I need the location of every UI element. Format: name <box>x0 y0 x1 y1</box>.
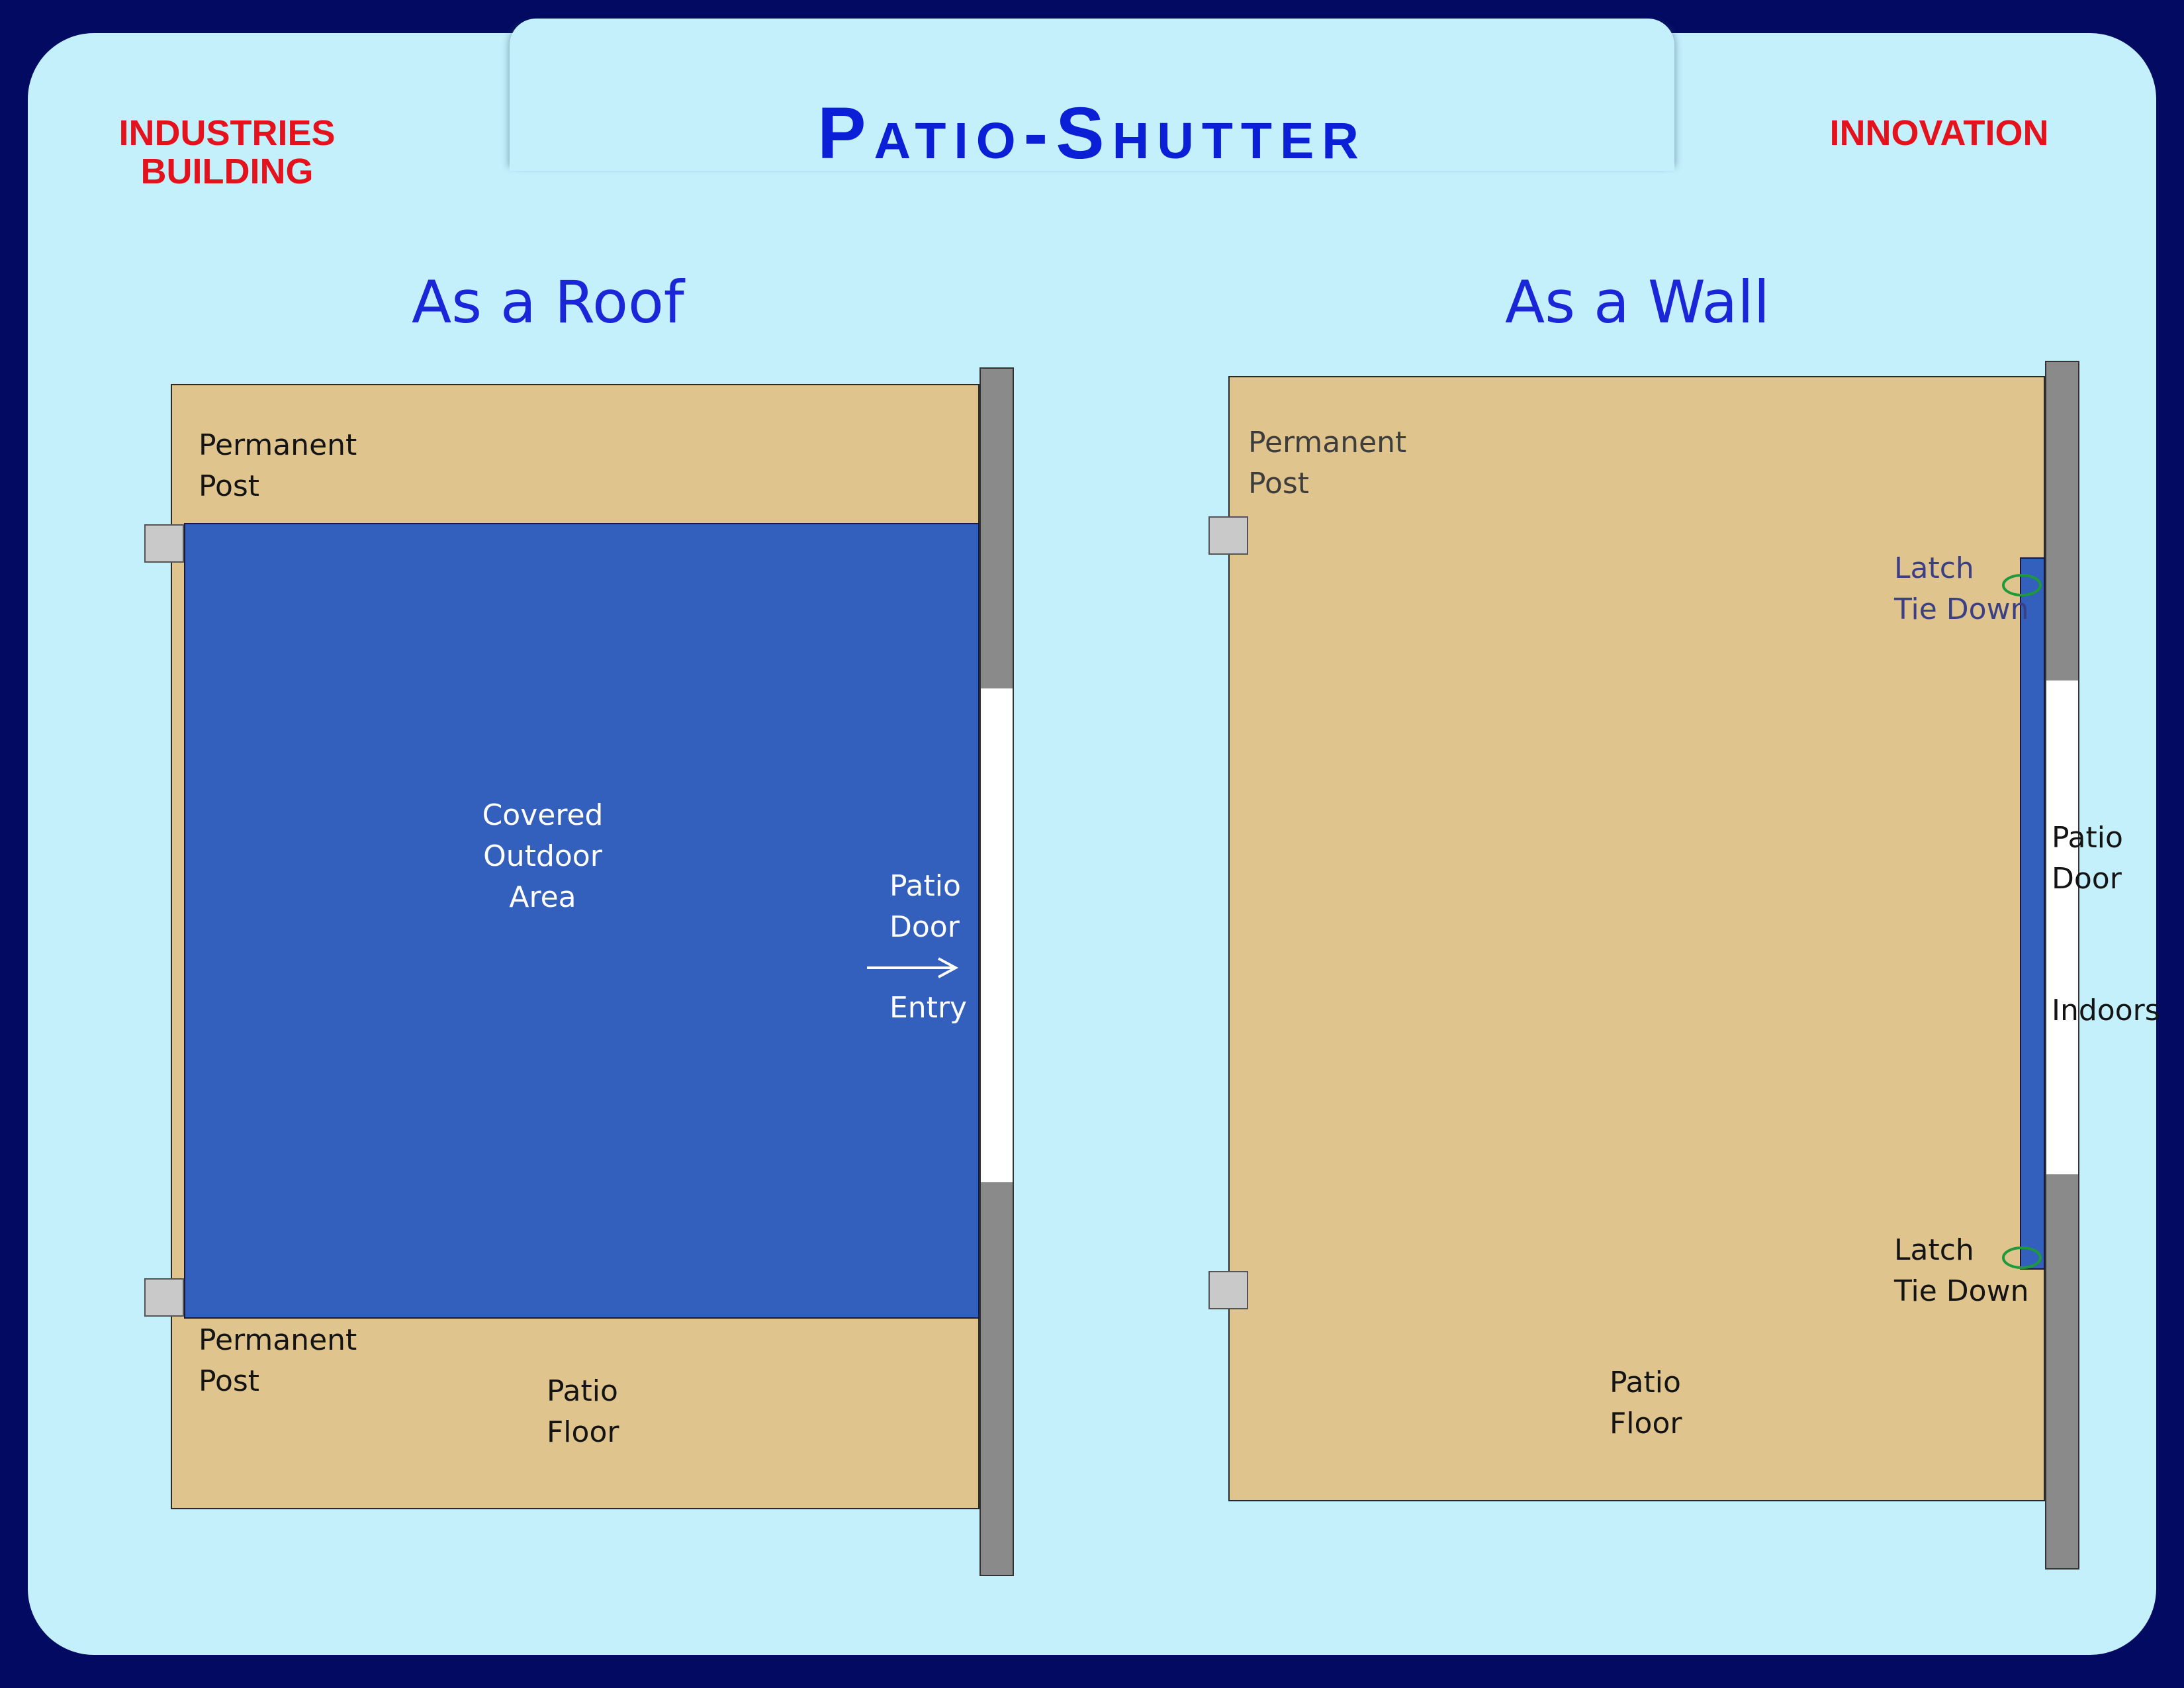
label-line: Outdoor <box>483 839 602 873</box>
label-line: Permanent <box>199 428 357 462</box>
label-line: Patio <box>889 869 961 903</box>
label-line: Post <box>199 1364 260 1398</box>
entry-label: Entry <box>889 991 968 1025</box>
roof-heading: As a Roof <box>412 268 684 336</box>
page-title: Patio-Shutter <box>817 93 1367 174</box>
wall-patio-floor-label <box>1610 1362 1682 1444</box>
label-line: Patio <box>2052 821 2123 855</box>
label-line: Floor <box>1610 1407 1682 1440</box>
corner-line-industries: INDUSTRIES <box>118 113 336 153</box>
corner-line-building: BUILDING <box>140 152 314 191</box>
label-line: Patio <box>1610 1366 1681 1399</box>
wall-patio-door-label <box>2052 818 2123 900</box>
innovation-label: INNOVATION <box>1829 113 2049 153</box>
label-line: Post <box>199 469 260 503</box>
label-line: Floor <box>547 1415 619 1449</box>
entry-arrow <box>867 959 956 977</box>
label-line: Patio <box>547 1374 618 1408</box>
label-line: Tie Down <box>1894 1274 2029 1308</box>
label-line: Door <box>889 910 960 944</box>
indoors-label: Indoors <box>2052 994 2160 1027</box>
label-line: Permanent <box>199 1323 357 1357</box>
label-line: Latch <box>1894 551 1974 585</box>
label-line: Post <box>1248 467 1310 500</box>
label-line: Area <box>509 880 576 914</box>
label-line: Door <box>2052 862 2122 896</box>
wall-heading: As a Wall <box>1505 268 1770 336</box>
label-line: Tie Down <box>1894 592 2029 626</box>
label-line: Latch <box>1894 1233 1974 1267</box>
wall-post-label <box>1248 422 1406 504</box>
label-line: Covered <box>482 798 604 832</box>
latch-top-label <box>1894 548 2028 630</box>
latch-bottom-label <box>1894 1230 2028 1312</box>
label-line: Permanent <box>1248 426 1407 459</box>
